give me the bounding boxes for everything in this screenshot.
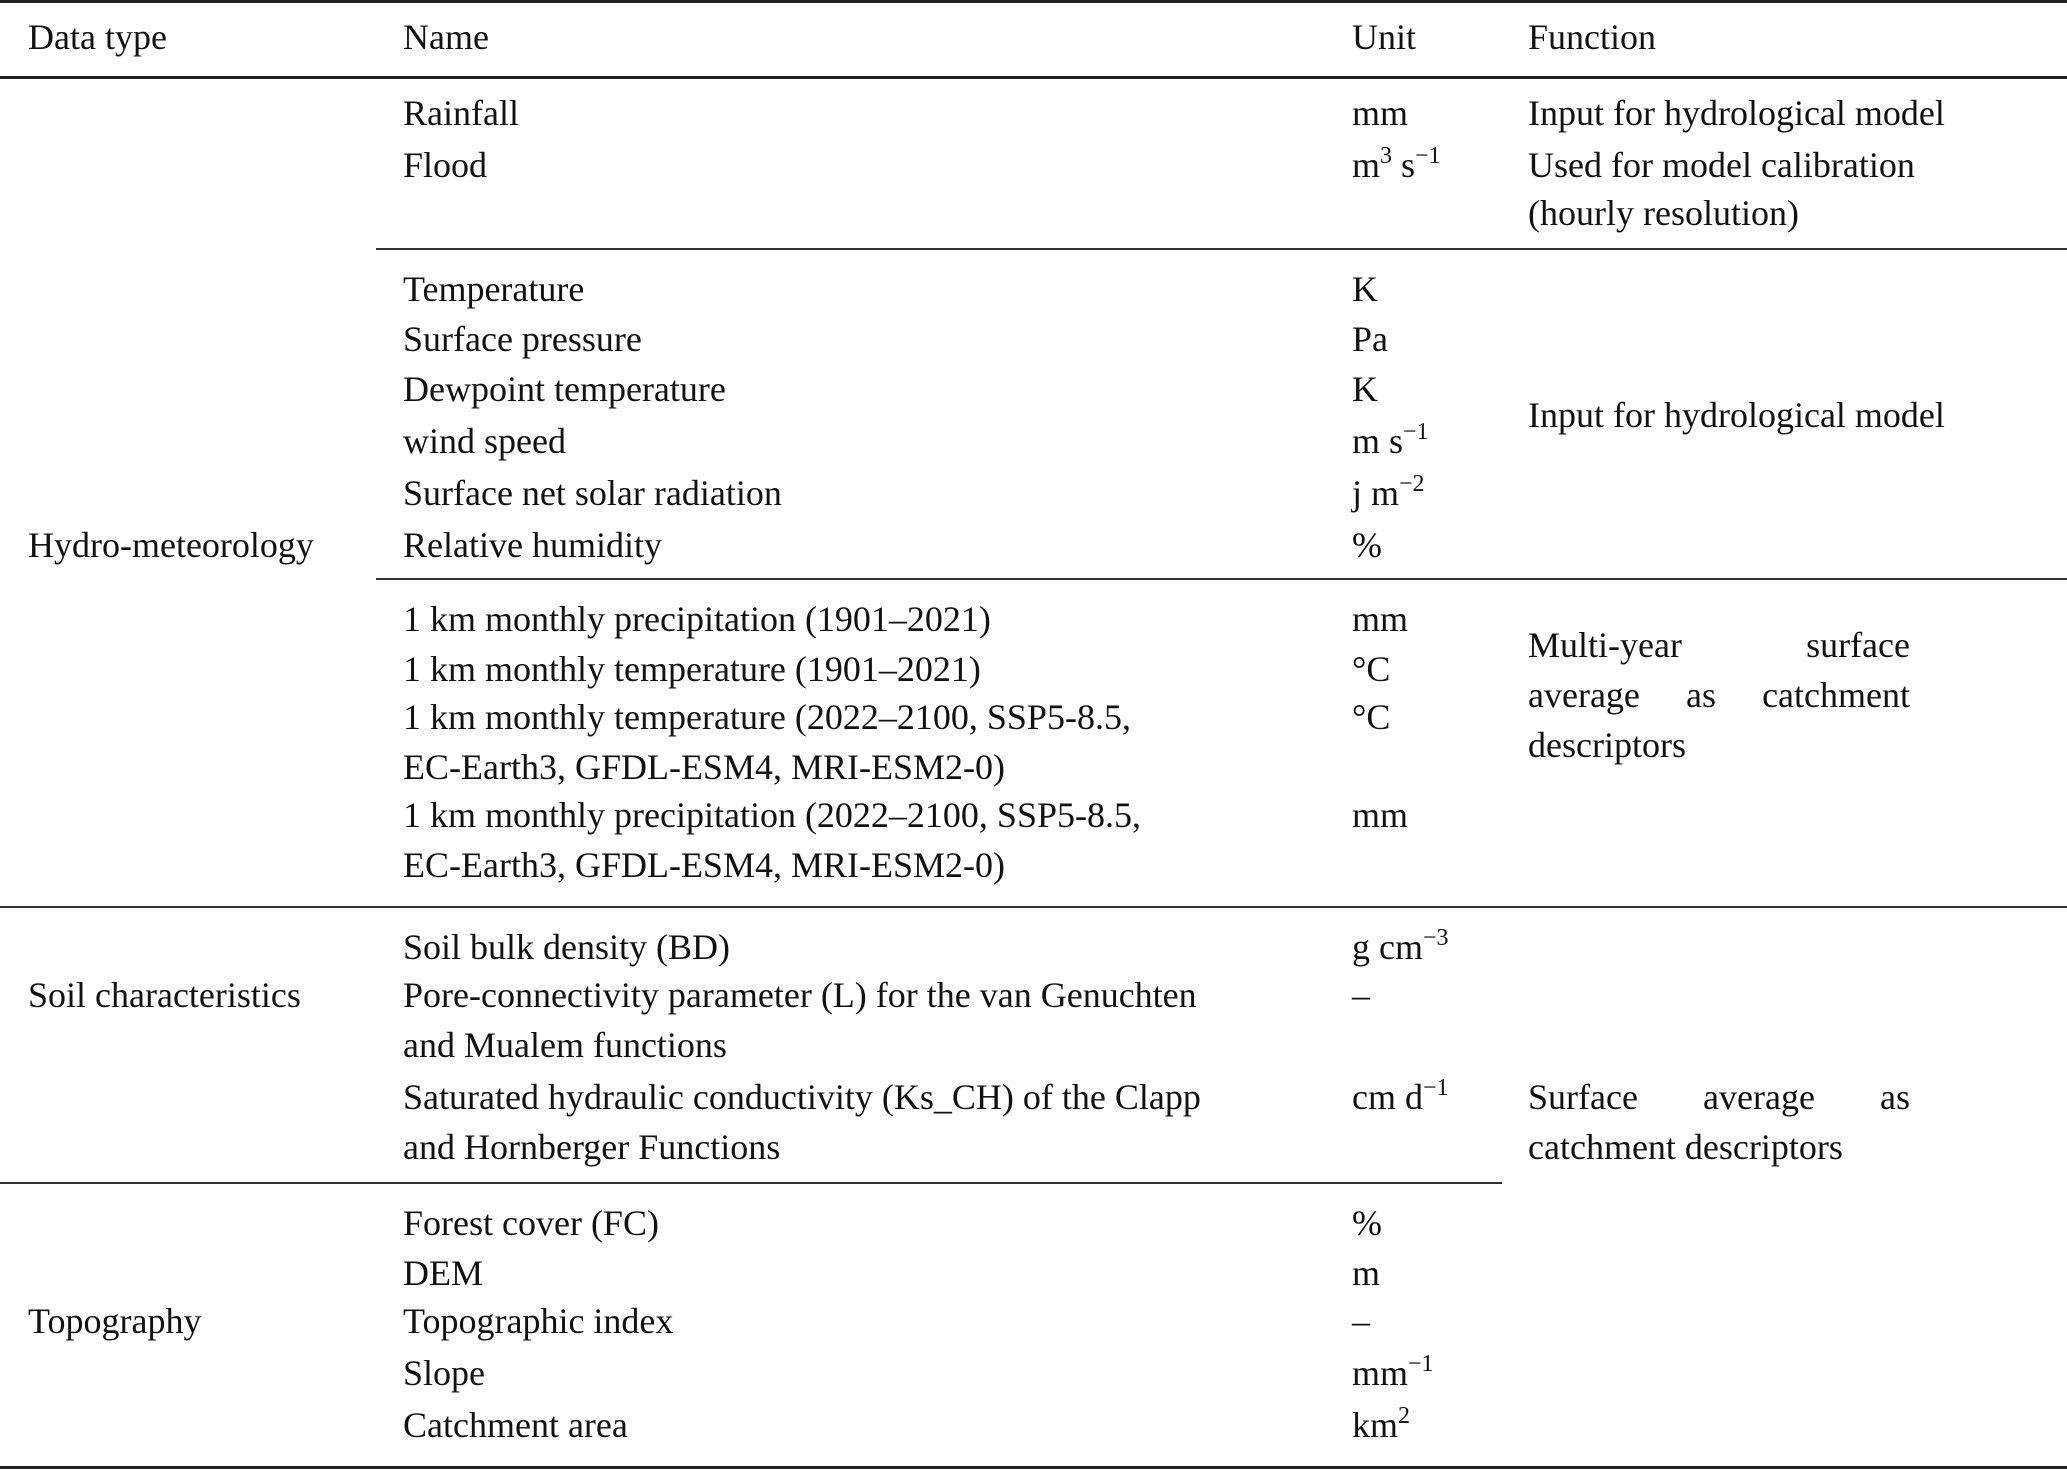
header-rule <box>0 76 2067 79</box>
unit-wind-speed <box>1352 416 1429 466</box>
data-type-hydro-meteorology: Hydro-meteorology <box>28 525 314 565</box>
unit-rainfall: mm <box>1352 93 1409 133</box>
unit-forest-cover: % <box>1352 1203 1382 1243</box>
name-forest-cover: Forest cover (FC) <box>403 1203 659 1243</box>
function-input-hydrological-2: Input for hydrological model <box>1528 395 1945 435</box>
unit-dewpoint-temperature: K <box>1352 369 1378 409</box>
unit-surface-pressure: Pa <box>1352 319 1388 359</box>
unit-dem: m <box>1352 1253 1381 1293</box>
unit-base: m s <box>1352 421 1404 461</box>
name-temp-2022-2100: 1 km monthly temperature (2022–2100, SSP5-8.5, <box>403 697 1131 737</box>
unit-base: m <box>1352 145 1381 185</box>
name-dem: DEM <box>403 1253 483 1293</box>
data-type-topography: Topography <box>28 1301 202 1341</box>
name-catchment-area: Catchment area <box>403 1405 628 1445</box>
unit-temp-1901-2021: °C <box>1352 649 1391 689</box>
unit-base: s <box>1392 145 1416 185</box>
bottom-rule <box>0 1466 2067 1469</box>
name-surface-net-solar-radiation: Surface net solar radiation <box>403 473 782 513</box>
unit-exponent: −3 <box>1422 925 1449 951</box>
unit-exponent: −1 <box>1403 419 1429 445</box>
name-precip-2022-2100: 1 km monthly precipitation (2022–2100, SSP5-8.5, <box>403 795 1141 835</box>
unit-exponent: −1 <box>1408 1351 1434 1377</box>
unit-soil-bulk-density <box>1352 922 1449 972</box>
name-slope: Slope <box>403 1353 486 1393</box>
name-saturated-hydraulic-conductivity: Saturated hydraulic conductivity (Ks_CH) of the Clapp <box>403 1077 1201 1117</box>
function-multi-year: Multi-year surface average as catchment descriptors <box>1528 625 1910 765</box>
unit-precip-1901-2021: mm <box>1352 599 1409 639</box>
unit-topographic-index: – <box>1352 1301 1370 1341</box>
function-input-hydrological-1: Input for hydrological model <box>1528 93 1945 133</box>
unit-base: mm <box>1352 1353 1409 1393</box>
unit-exponent: 3 <box>1380 143 1393 169</box>
unit-slope <box>1352 1348 1434 1398</box>
subgroup-rule-1 <box>376 248 2067 250</box>
name-topographic-index: Topographic index <box>403 1301 674 1341</box>
name-precip-2022-2100-line2: EC-Earth3, GFDL-ESM4, MRI-ESM2-0) <box>403 845 1005 885</box>
unit-catchment-area <box>1352 1400 1410 1450</box>
function-surface-average: Surface average as catchment descriptors <box>1528 1077 1910 1167</box>
name-precip-1901-2021: 1 km monthly precipitation (1901–2021) <box>403 599 991 639</box>
unit-surface-net-solar-radiation <box>1352 468 1425 518</box>
unit-base: km <box>1352 1405 1399 1445</box>
unit-exponent: 2 <box>1398 1403 1411 1429</box>
function-hourly-resolution: (hourly resolution) <box>1528 193 1799 233</box>
unit-base: g cm <box>1352 927 1423 967</box>
function-model-calibration: Used for model calibration <box>1528 145 1915 185</box>
unit-exponent: −2 <box>1399 471 1425 497</box>
name-saturated-hydraulic-conductivity-line2: and Hornberger Functions <box>403 1127 781 1167</box>
name-flood: Flood <box>403 145 488 185</box>
unit-temp-2022-2100: °C <box>1352 697 1391 737</box>
unit-base: cm d <box>1352 1077 1423 1117</box>
name-temperature: Temperature <box>403 269 585 309</box>
group-rule-topography <box>0 1182 1502 1184</box>
name-relative-humidity: Relative humidity <box>403 525 662 565</box>
name-soil-bulk-density: Soil bulk density (BD) <box>403 927 731 967</box>
name-surface-pressure: Surface pressure <box>403 319 642 359</box>
unit-precip-2022-2100: mm <box>1352 795 1409 835</box>
subgroup-rule-2 <box>376 578 2067 580</box>
name-pore-connectivity: Pore-connectivity parameter (L) for the van Genuchten <box>403 975 1197 1015</box>
unit-relative-humidity: % <box>1352 525 1382 565</box>
data-type-soil-characteristics: Soil characteristics <box>28 975 301 1015</box>
name-temp-1901-2021: 1 km monthly temperature (1901–2021) <box>403 649 981 689</box>
unit-exponent: −1 <box>1422 1075 1449 1101</box>
unit-flood <box>1352 140 1441 190</box>
name-rainfall: Rainfall <box>403 93 519 133</box>
header-data-type: Data type <box>28 17 167 57</box>
unit-exponent: −1 <box>1415 143 1441 169</box>
unit-base: j m <box>1352 473 1400 513</box>
unit-pore-connectivity: – <box>1352 975 1370 1015</box>
name-pore-connectivity-line2: and Mualem functions <box>403 1025 727 1065</box>
header-unit: Unit <box>1352 17 1417 57</box>
unit-temperature: K <box>1352 269 1378 309</box>
group-rule-soil <box>0 906 2067 908</box>
name-wind-speed: wind speed <box>403 421 566 461</box>
top-rule <box>0 0 2067 3</box>
unit-saturated-hydraulic-conductivity <box>1352 1072 1449 1122</box>
name-dewpoint-temperature: Dewpoint temperature <box>403 369 726 409</box>
name-temp-2022-2100-line2: EC-Earth3, GFDL-ESM4, MRI-ESM2-0) <box>403 747 1005 787</box>
header-function: Function <box>1528 17 1657 57</box>
header-name: Name <box>403 17 489 57</box>
